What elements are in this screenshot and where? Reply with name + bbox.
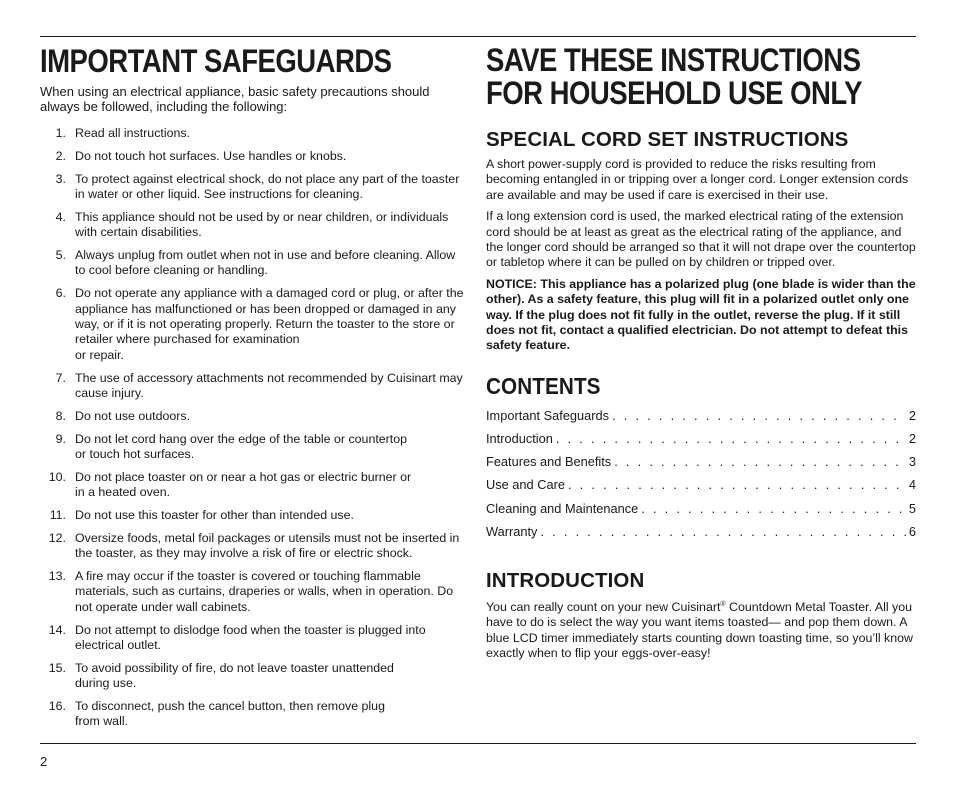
safeguard-number: 4.: [55, 209, 66, 224]
safeguard-text: Read all instructions.: [75, 126, 191, 140]
contents-entry-page: 2: [908, 431, 916, 447]
save-instructions-title-line1: SAVE THESE INSTRUCTIONS: [486, 42, 861, 78]
safeguards-title: IMPORTANT SAFEGUARDS: [40, 43, 392, 79]
safeguard-item: [40, 569, 468, 615]
safeguard-text: Do not operate any appliance with a damaged cord or plug, or after the appliance has malfunctioned or has been dropped or damaged in any way, or if it is not operating properly. Return the toaster to the store or retailer where purchased for examination or repair.: [75, 286, 464, 362]
contents-entry-page: 6: [908, 523, 916, 539]
safeguard-text: To avoid possibility of fire, do not leave toaster unattended during use.: [75, 660, 394, 691]
safeguard-number: 8.: [55, 408, 66, 423]
contents-entry-page: 5: [908, 500, 916, 516]
safeguard-text: Do not let cord hang over the edge of the table or countertop or touch hot surfaces.: [75, 431, 408, 462]
safeguards-column: [40, 44, 468, 737]
contents-heading: CONTENTS: [486, 372, 601, 399]
safeguard-number: 10.: [48, 469, 66, 484]
bottom-rule: [40, 743, 916, 744]
safeguard-text: This appliance should not be used by or near children, or individuals with certain disabilities.: [75, 209, 449, 240]
safeguard-text: Do not use this toaster for other than intended use.: [75, 508, 354, 523]
page-number: 2: [40, 754, 48, 769]
introduction-heading: INTRODUCTION: [486, 568, 645, 592]
contents-entry-page: 2: [908, 407, 916, 423]
notice-paragraph: [486, 277, 916, 354]
contents-entry-label: Warranty: [486, 523, 538, 539]
safeguards-intro: When using an electrical appliance, basic safety precautions should always be followed, including the following:: [40, 84, 430, 114]
safeguard-text: To disconnect, push the cancel button, then remove plug from wall.: [75, 699, 385, 729]
safeguard-text: Always unplug from outlet when not in use and before cleaning. Allow to cool before cleaning or handling.: [75, 248, 456, 278]
contents-row: [486, 431, 916, 446]
dot-leader: [568, 477, 906, 492]
contents-row: [486, 524, 916, 539]
safeguard-item: [40, 409, 468, 424]
safeguard-number: 1.: [55, 126, 66, 140]
safeguard-item: [40, 432, 468, 463]
safeguard-item: [40, 149, 468, 164]
safeguard-item: [40, 661, 468, 692]
notice-label: NOTICE:: [486, 276, 537, 291]
safeguard-item: [40, 172, 468, 203]
safeguard-item: [40, 248, 468, 279]
safeguard-text: Do not place toaster on or near a hot gas or electric burner or in a heated oven.: [75, 469, 412, 500]
contents-entry-page: 4: [908, 477, 916, 493]
safeguard-number: 11.: [49, 508, 66, 523]
dot-leader: [540, 524, 905, 539]
safeguard-item: [40, 508, 468, 523]
dot-leader: [614, 454, 906, 469]
safeguard-text: The use of accessory attachments not recommended by Cuisinart may cause injury.: [75, 370, 463, 401]
safeguard-item: [40, 371, 468, 402]
safeguard-number: 15.: [48, 660, 66, 675]
dot-leader: [641, 501, 906, 516]
safeguard-item: [40, 126, 468, 141]
notice-text: This appliance has a polarized plug (one blade is wider than the other). As a safety feature, this plug will fit in a polarized outlet only one way. If the plug does not fit fully in the outlet, reverse the plug. If it still does not fit, contact a qualified electrician. Do not attempt to defeat this safety feature.: [486, 276, 916, 353]
cord-paragraph-2: If a long extension cord is used, the marked electrical rating of the extension cord should be at least as great as the electrical rating of the appliance, and the longer cord should be arranged so that it will not drape over the countertop or tabletop where it can be pulled on by children or tripped over.: [486, 209, 916, 270]
safeguard-text: Do not attempt to dislodge food when the toaster is plugged into electrical outlet.: [75, 622, 426, 653]
save-instructions-title-line2: FOR HOUSEHOLD USE ONLY: [486, 75, 863, 111]
intro-text-end: Countdown Metal Toaster. All you have to do is select the way you want items toasted— and pop them down. A blue LCD timer immediately starts counting down toasting time, so you’ll know exactly when to flip your eggs-over-easy!: [486, 599, 913, 661]
contents-entry-page: 3: [908, 454, 916, 470]
safeguard-number: 12.: [48, 530, 66, 545]
dot-leader: [556, 431, 906, 446]
cord-paragraph-1: A short power-supply cord is provided to reduce the risks resulting from becoming entangled in or tripping over a longer cord. Longer extension cords are available and may be used if care is exercised in their use.: [486, 157, 909, 202]
safeguard-text: Oversize foods, metal foil packages or utensils must not be inserted in the toaster, as they may involve a risk of fire or electric shock.: [75, 530, 460, 561]
safeguard-text: Do not touch hot surfaces. Use handles or knobs.: [75, 148, 347, 163]
contents-entry-label: Introduction: [486, 431, 553, 447]
safeguard-item: [40, 623, 468, 654]
contents-row: [486, 454, 916, 469]
safeguard-text: A fire may occur if the toaster is covered or touching flammable materials, such as curtains, draperies or walls, when in operation. Do not operate under wall cabinets.: [75, 569, 454, 614]
cord-set-heading: SPECIAL CORD SET INSTRUCTIONS: [486, 128, 849, 151]
safeguard-number: 2.: [55, 148, 66, 163]
safeguard-text: Do not use outdoors.: [75, 408, 191, 423]
safeguard-item: [40, 286, 468, 363]
safeguard-item: [40, 470, 468, 501]
contents-list: [486, 408, 916, 539]
safeguard-number: 7.: [55, 370, 66, 385]
contents-entry-label: Important Safeguards: [486, 407, 610, 423]
safeguard-number: 9.: [55, 431, 66, 446]
safeguard-number: 14.: [48, 622, 66, 637]
contents-row: [486, 408, 916, 423]
safeguard-number: 16.: [48, 699, 66, 714]
registered-mark: ®: [720, 600, 726, 608]
contents-row: [486, 477, 916, 492]
safeguard-item: [40, 699, 468, 730]
safeguard-number: 13.: [48, 569, 66, 584]
contents-entry-label: Use and Care: [486, 477, 565, 493]
safeguard-number: 5.: [55, 248, 66, 262]
safeguards-list: [40, 126, 468, 730]
contents-entry-label: Cleaning and Maintenance: [486, 500, 639, 516]
top-rule: [40, 36, 916, 37]
safeguard-item: [40, 531, 468, 562]
safeguard-text: To protect against electrical shock, do not place any part of the toaster in water or other liquid. See instructions for cleaning.: [75, 171, 460, 201]
safeguard-number: 3.: [55, 171, 66, 186]
contents-entry-label: Features and Benefits: [486, 454, 612, 470]
dot-leader: [612, 408, 906, 423]
instructions-column: [486, 44, 916, 661]
intro-text-start: You can really count on your new Cuisinart: [486, 599, 721, 614]
contents-row: [486, 501, 916, 516]
introduction-paragraph: [486, 597, 916, 662]
safeguard-item: [40, 210, 468, 241]
safeguard-number: 6.: [55, 286, 66, 301]
